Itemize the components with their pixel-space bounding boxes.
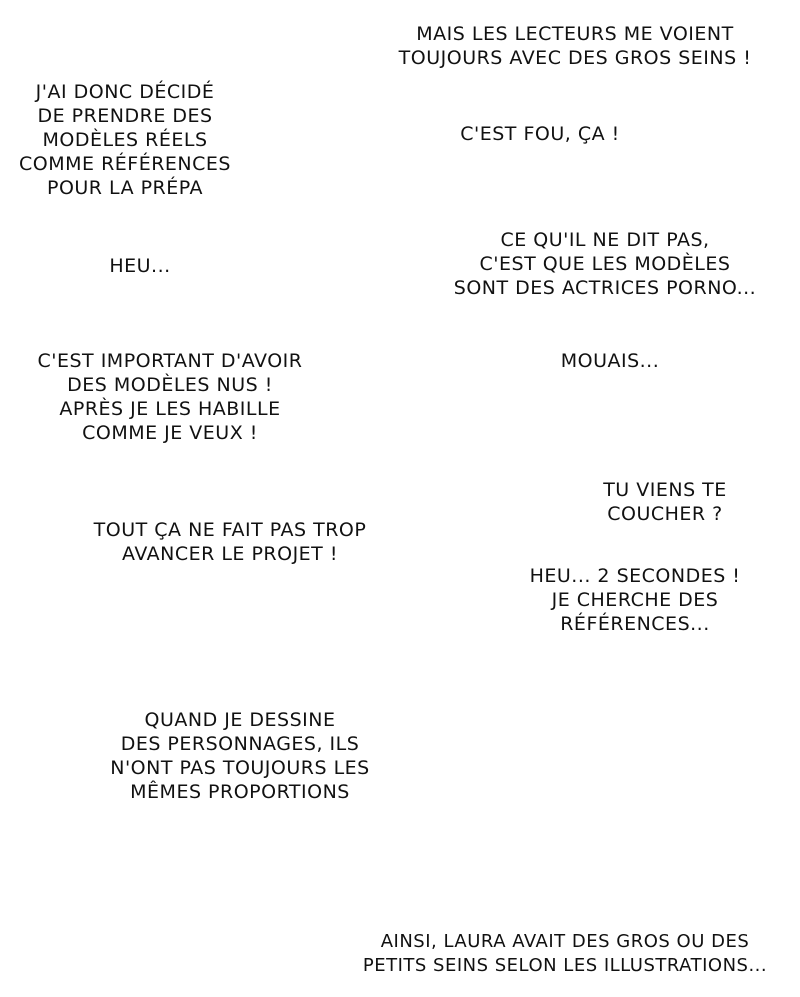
bubble-line: DES PERSONNAGES, ILS xyxy=(120,733,360,755)
bubble-line: N'ONT PAS TOUJOURS LES xyxy=(110,757,370,779)
speech-bubble-project xyxy=(80,518,380,566)
bubble-line: COMME JE VEUX ! xyxy=(82,422,258,444)
bubble-line: TOUJOURS AVEC DES GROS SEINS ! xyxy=(398,47,752,69)
bubble-line: QUAND JE DESSINE xyxy=(144,709,336,731)
bubble-line: DES MODÈLES NUS ! xyxy=(67,374,273,396)
bubble-line: MOUAIS... xyxy=(560,350,660,372)
bubble-line: MÊMES PROPORTIONS xyxy=(130,781,350,803)
speech-bubble-nude-models xyxy=(20,349,320,445)
bubble-line: C'EST IMPORTANT D'AVOIR xyxy=(37,350,303,372)
speech-bubble-proportions xyxy=(95,708,385,804)
speech-bubble-mouais xyxy=(550,349,670,373)
bubble-line: J'AI DONC DÉCIDÉ xyxy=(35,81,215,103)
bubble-line: DE PRENDRE DES xyxy=(37,105,213,127)
bubble-line: C'EST QUE LES MODÈLES xyxy=(479,253,731,275)
bubble-line: C'EST FOU, ÇA ! xyxy=(460,123,620,145)
speech-bubble-references-decision xyxy=(10,80,240,200)
bubble-line: AINSI, LAURA AVAIT DES GROS OU DES xyxy=(380,931,750,952)
bubble-line: RÉFÉRENCES... xyxy=(560,613,710,635)
bubble-line: MAIS LES LECTEURS ME VOIENT xyxy=(416,23,734,45)
speech-bubble-two-seconds xyxy=(520,564,750,636)
bubble-line: HEU... 2 SECONDES ! xyxy=(529,565,741,587)
speech-bubble-readers xyxy=(390,22,760,70)
bubble-line: TU VIENS TE xyxy=(603,479,727,501)
bubble-line: COMME RÉFÉRENCES xyxy=(19,153,231,175)
bubble-line: AVANCER LE PROJET ! xyxy=(122,543,338,565)
bubble-line: PETITS SEINS SELON LES ILLUSTRATIONS... xyxy=(362,955,768,976)
bubble-line: APRÈS JE LES HABILLE xyxy=(59,398,281,420)
speech-bubble-crazy xyxy=(440,122,640,146)
bubble-line: CE QU'IL NE DIT PAS, xyxy=(500,229,710,251)
bubble-line: HEU... xyxy=(109,255,171,277)
bubble-line: TOUT ÇA NE FAIT PAS TROP xyxy=(93,519,367,541)
bubble-line: JE CHERCHE DES xyxy=(551,589,719,611)
speech-bubble-narration-actresses xyxy=(440,228,770,300)
speech-bubble-heu xyxy=(90,254,190,278)
bubble-line: MODÈLES RÉELS xyxy=(42,129,208,151)
speech-bubble-bedtime xyxy=(585,478,745,526)
narration-caption-laura xyxy=(340,930,790,978)
bubble-line: SONT DES ACTRICES PORNO... xyxy=(453,277,757,299)
bubble-line: POUR LA PRÉPA xyxy=(46,177,204,199)
bubble-line: COUCHER ? xyxy=(607,503,723,525)
